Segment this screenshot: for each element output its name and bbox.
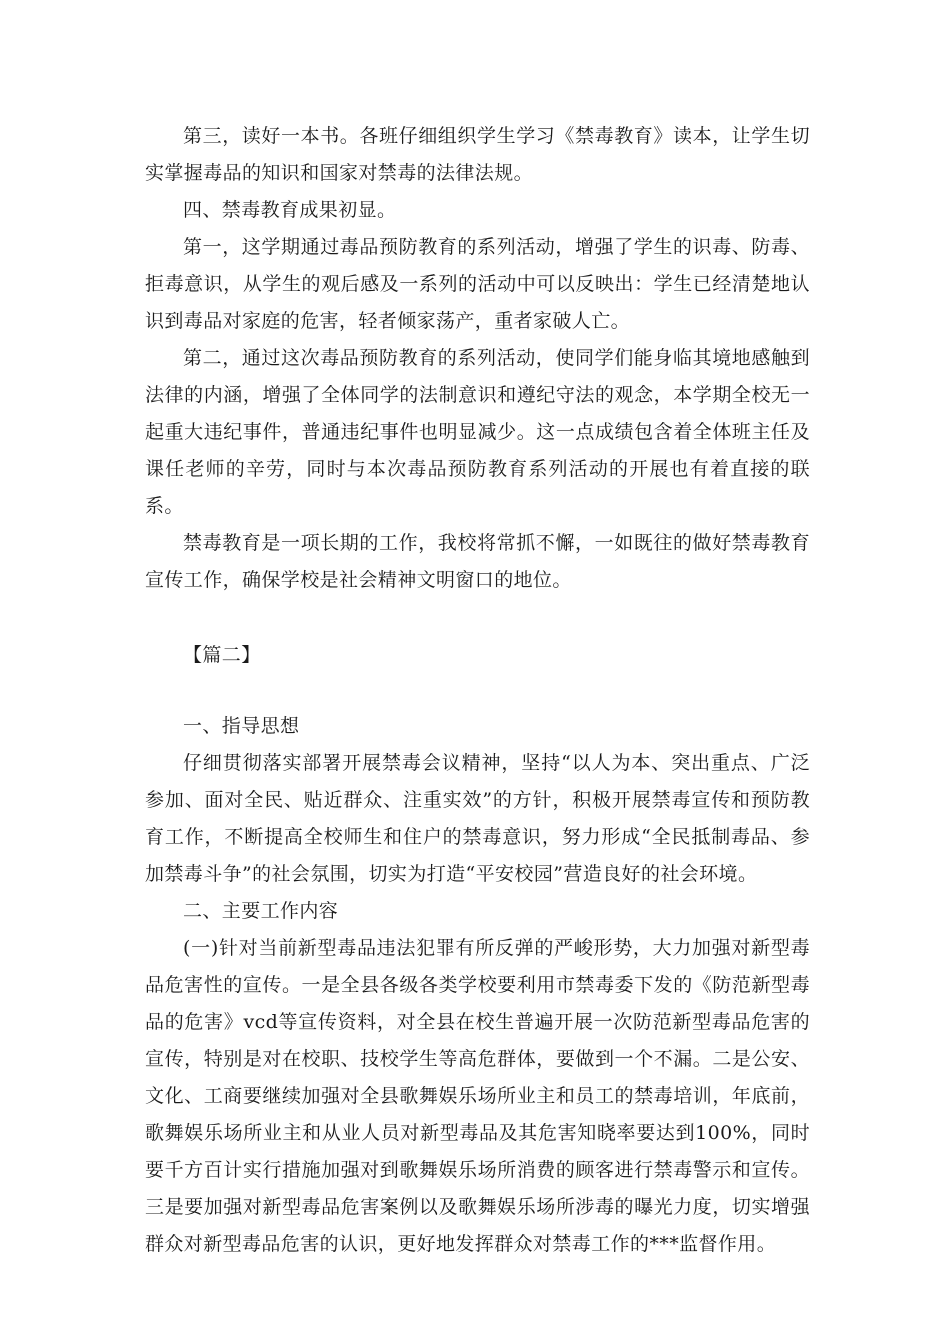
paragraph-work-item-one: (一)针对当前新型毒品违法犯罪有所反弹的严峻形势，大力加强对新型毒品危害性的宣传。一是全县各级各类学校要利用市禁毒委下发的《防范新型毒品的危害》vcd等宣传资料，对全县在校生普遍开展一次防范新型毒品危害的宣传，特别是对在校职、技校学生等高危群体，要做到一个不漏。二是公安、文化、工商要继续加强对全县歌舞娱乐场所业主和员工的禁毒培训，年底前，歌舞娱乐场所业主和从业人员对新型毒品及其危害知晓率要达到100%，同时要千方百计实行措施加强对到歌舞娱乐场所消费的顾客进行禁毒警示和宣传。三是要加强对新型毒品危害案例以及歌舞娱乐场所涉毒的曝光力度，切实增强群众对新型毒品危害的认识，更好地发挥群众对禁毒工作的***监督作用。 xyxy=(145,937,810,1255)
section-title-part-two: 【篇二】 xyxy=(183,644,261,666)
paragraph-first-results: 第一，这学期通过毒品预防教育的系列活动，增强了学生的识毒、防毒、拒毒意识，从学生的观后感及一系列的活动中可以反映出：学生已经清楚地认识到毒品对家庭的危害，轻者倾家荡产，重者家破人亡。 xyxy=(145,236,810,332)
section-spacer xyxy=(145,674,810,708)
heading-guiding-thought: 一、指导思想 xyxy=(183,715,300,737)
section-spacer xyxy=(145,599,810,637)
document-body xyxy=(145,118,810,1263)
paragraph-third-read-book: 第三，读好一本书。各班仔细组织学生学习《禁毒教育》读本，让学生切实掌握毒品的知识和国家对禁毒的法律法规。 xyxy=(145,125,810,184)
heading-education-results: 四、禁毒教育成果初显。 xyxy=(183,199,397,221)
paragraph-conclusion: 禁毒教育是一项长期的工作，我校将常抓不懈，一如既往的做好禁毒教育宣传工作，确保学校是社会精神文明窗口的地位。 xyxy=(145,532,810,591)
paragraph-guiding-thought: 仔细贯彻落实部署开展禁毒会议精神，坚持“以人为本、突出重点、广泛参加、面对全民、贴近群众、注重实效”的方针，积极开展禁毒宣传和预防教育工作，不断提高全校师生和住户的禁毒意识，努力形成“全民抵制毒品、参加禁毒斗争”的社会氛围，切实为打造“平安校园”营造良好的社会环境。 xyxy=(145,752,810,885)
paragraph-second-results: 第二，通过这次毒品预防教育的系列活动，使同学们能身临其境地感触到法律的内涵，增强了全体同学的法制意识和遵纪守法的观念，本学期全校无一起重大违纪事件，普通违纪事件也明显减少。这一点成绩包含着全体班主任及课任老师的辛劳，同时与本次毒品预防教育系列活动的开展也有着直接的联系。 xyxy=(145,347,810,517)
heading-main-work: 二、主要工作内容 xyxy=(183,900,339,922)
